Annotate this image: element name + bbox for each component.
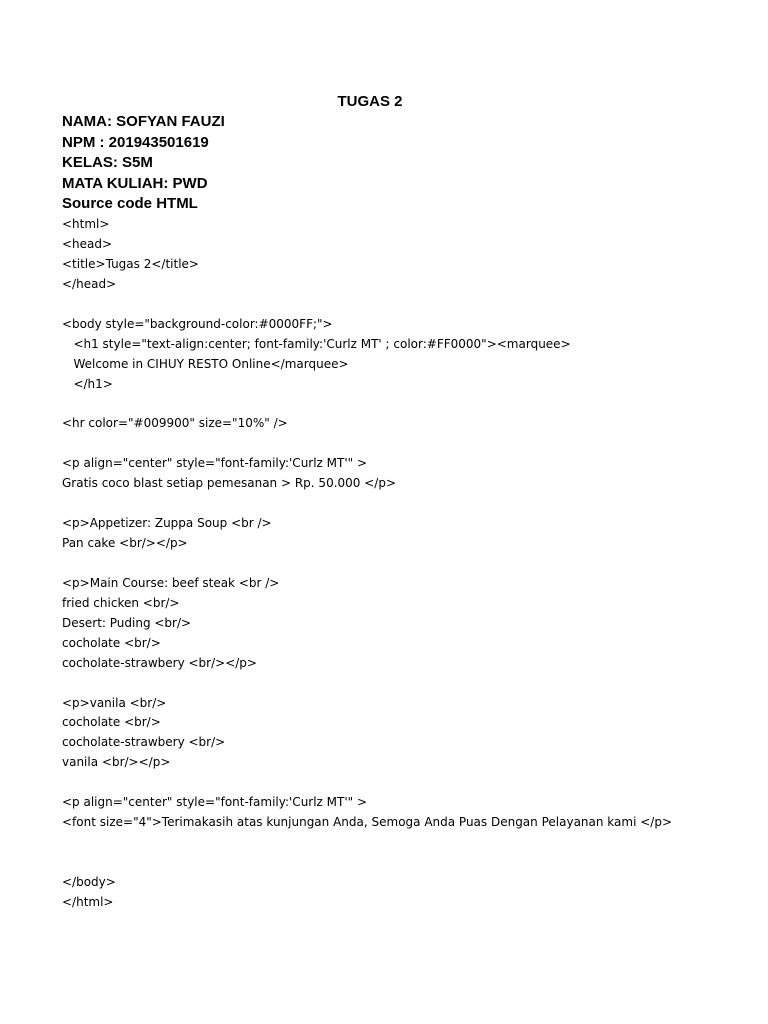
- code-line: </body>: [62, 874, 116, 889]
- code-line: <p>Appetizer: Zuppa Soup <br />: [62, 516, 272, 531]
- code-line: <p>Main Course: beef steak <br />: [62, 575, 280, 590]
- code-line: <p align="center" style="font-family:'Curlz MT'" >: [62, 456, 368, 471]
- student-class: KELAS: S5M: [62, 154, 153, 172]
- code-line: <p align="center" style="font-family:'Curlz MT'" >: [62, 795, 368, 810]
- code-line: fried chicken <br/>: [62, 595, 180, 610]
- code-line: cocholate-strawbery <br/></p>: [62, 655, 257, 670]
- code-line: [62, 434, 672, 454]
- student-npm: NPM : 201943501619: [62, 133, 209, 151]
- student-name: NAMA: SOFYAN FAUZI: [62, 113, 225, 130]
- code-line: Welcome in CIHUY RESTO Online</marquee>: [62, 356, 349, 371]
- code-line: <title>Tugas 2</title>: [62, 256, 199, 271]
- student-info-block: [62, 112, 225, 215]
- code-line: vanila <br/></p>: [62, 755, 171, 770]
- code-line: <html>: [62, 217, 110, 231]
- code-line: cocholate <br/>: [62, 715, 161, 730]
- source-code-heading: Source code HTML: [62, 195, 198, 213]
- code-line: cocholate <br/>: [62, 635, 161, 650]
- code-line: <body style="background-color:#0000FF;">: [62, 316, 333, 331]
- code-line: [62, 773, 672, 793]
- source-code-listing: [62, 215, 672, 913]
- code-line: [62, 295, 672, 315]
- code-line: <hr color="#009900" size="10%" />: [62, 416, 288, 431]
- code-line: [62, 674, 672, 694]
- code-line: [62, 494, 672, 514]
- code-line: [62, 554, 672, 574]
- code-line: Gratis coco blast setiap pemesanan > Rp. 50.000 </p>: [62, 476, 397, 491]
- code-line: </h1>: [62, 376, 113, 391]
- code-line: <h1 style="text-align:center; font-family:'Curlz MT' ; color:#FF0000"><marquee>: [62, 336, 571, 351]
- code-line: </head>: [62, 276, 117, 291]
- code-line: </html>: [62, 894, 114, 909]
- document-title: TUGAS 2: [337, 93, 403, 110]
- course-name: MATA KULIAH: PWD: [62, 174, 208, 192]
- code-line: cocholate-strawbery <br/>: [62, 735, 226, 750]
- code-line: [62, 394, 672, 414]
- code-line: <head>: [62, 236, 113, 251]
- code-line: [62, 853, 672, 873]
- code-line: Pan cake <br/></p>: [62, 536, 188, 550]
- code-line: <p>vanila <br/>: [62, 695, 167, 710]
- code-line: [62, 833, 672, 853]
- code-line: Desert: Puding <br/>: [62, 615, 192, 630]
- code-line: <font size="4">Terimakasih atas kunjungan Anda, Semoga Anda Puas Dengan Pelayanan kami </p>: [62, 815, 672, 830]
